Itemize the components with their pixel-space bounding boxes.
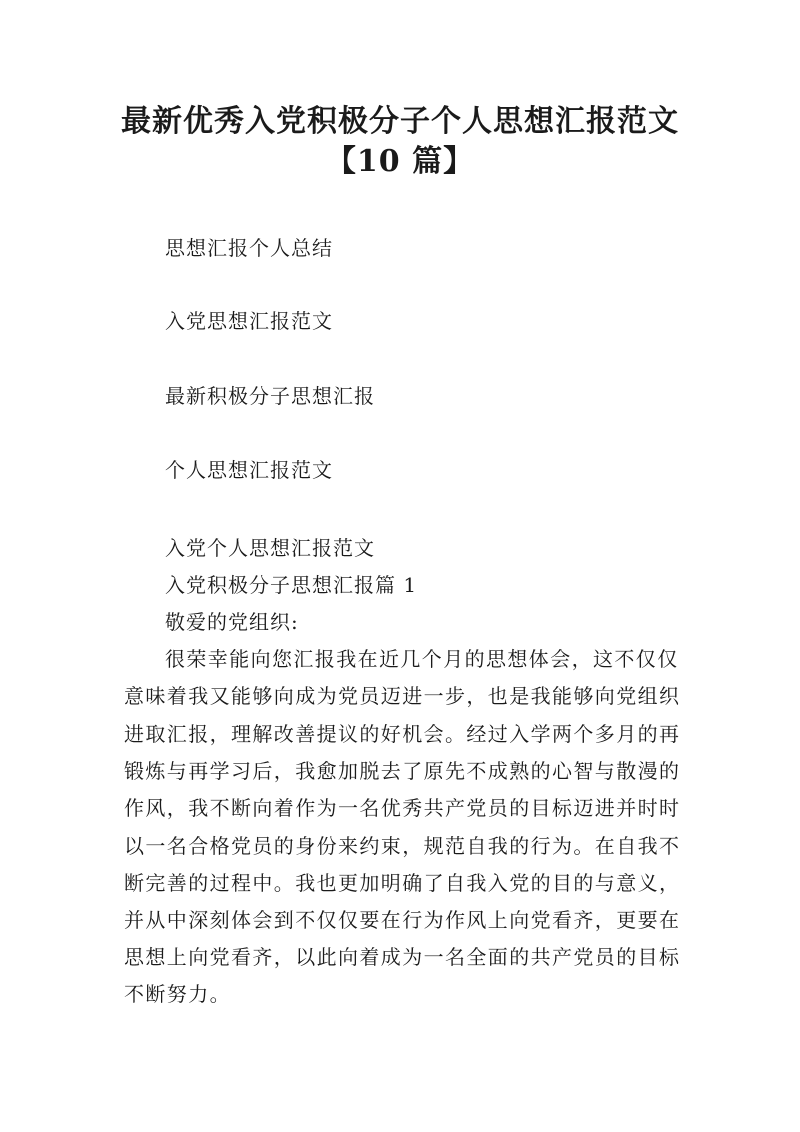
paragraph-line: 以一名合格党员的身份来约束，规范自我的行为。在自我不 xyxy=(124,834,681,858)
paragraph-line: 进取汇报，理解改善提议的好机会。经过入学两个多月的再 xyxy=(124,722,681,746)
paragraph-line: 断完善的过程中。我也更加明确了自我入党的目的与意义， xyxy=(124,871,681,895)
section-heading: 入党积极分子思想汇报篇 1 xyxy=(165,573,418,597)
paragraph-line: 思想上向党看齐，以此向着成为一名全面的共产党员的目标 xyxy=(124,945,681,969)
toc-item: 最新积极分子思想汇报 xyxy=(165,384,375,408)
paragraph-line: 锻炼与再学习后，我愈加脱去了原先不成熟的心智与散漫的 xyxy=(124,759,681,783)
toc-item: 入党思想汇报范文 xyxy=(165,309,333,333)
paragraph-line: 不断努力。 xyxy=(124,982,231,1006)
toc-item: 个人思想汇报范文 xyxy=(165,458,333,482)
paragraph-line: 作风，我不断向着作为一名优秀共产党员的目标迈进并时时 xyxy=(124,796,681,820)
toc-item: 入党个人思想汇报范文 xyxy=(165,536,375,560)
paragraph-line: 并从中深刻体会到不仅仅要在行为作风上向党看齐，更要在 xyxy=(124,908,681,932)
toc-item: 思想汇报个人总结 xyxy=(165,236,333,260)
paragraph-line: 意味着我又能够向成为党员迈进一步，也是我能够向党组织 xyxy=(124,684,681,708)
document-title-count: 【10 篇】 xyxy=(325,144,475,179)
document-title: 最新优秀入党积极分子个人思想汇报范文 xyxy=(121,104,679,139)
paragraph-line: 很荣幸能向您汇报我在近几个月的思想体会，这不仅仅 xyxy=(165,647,679,671)
salutation: 敬爱的党组织: xyxy=(165,610,299,634)
